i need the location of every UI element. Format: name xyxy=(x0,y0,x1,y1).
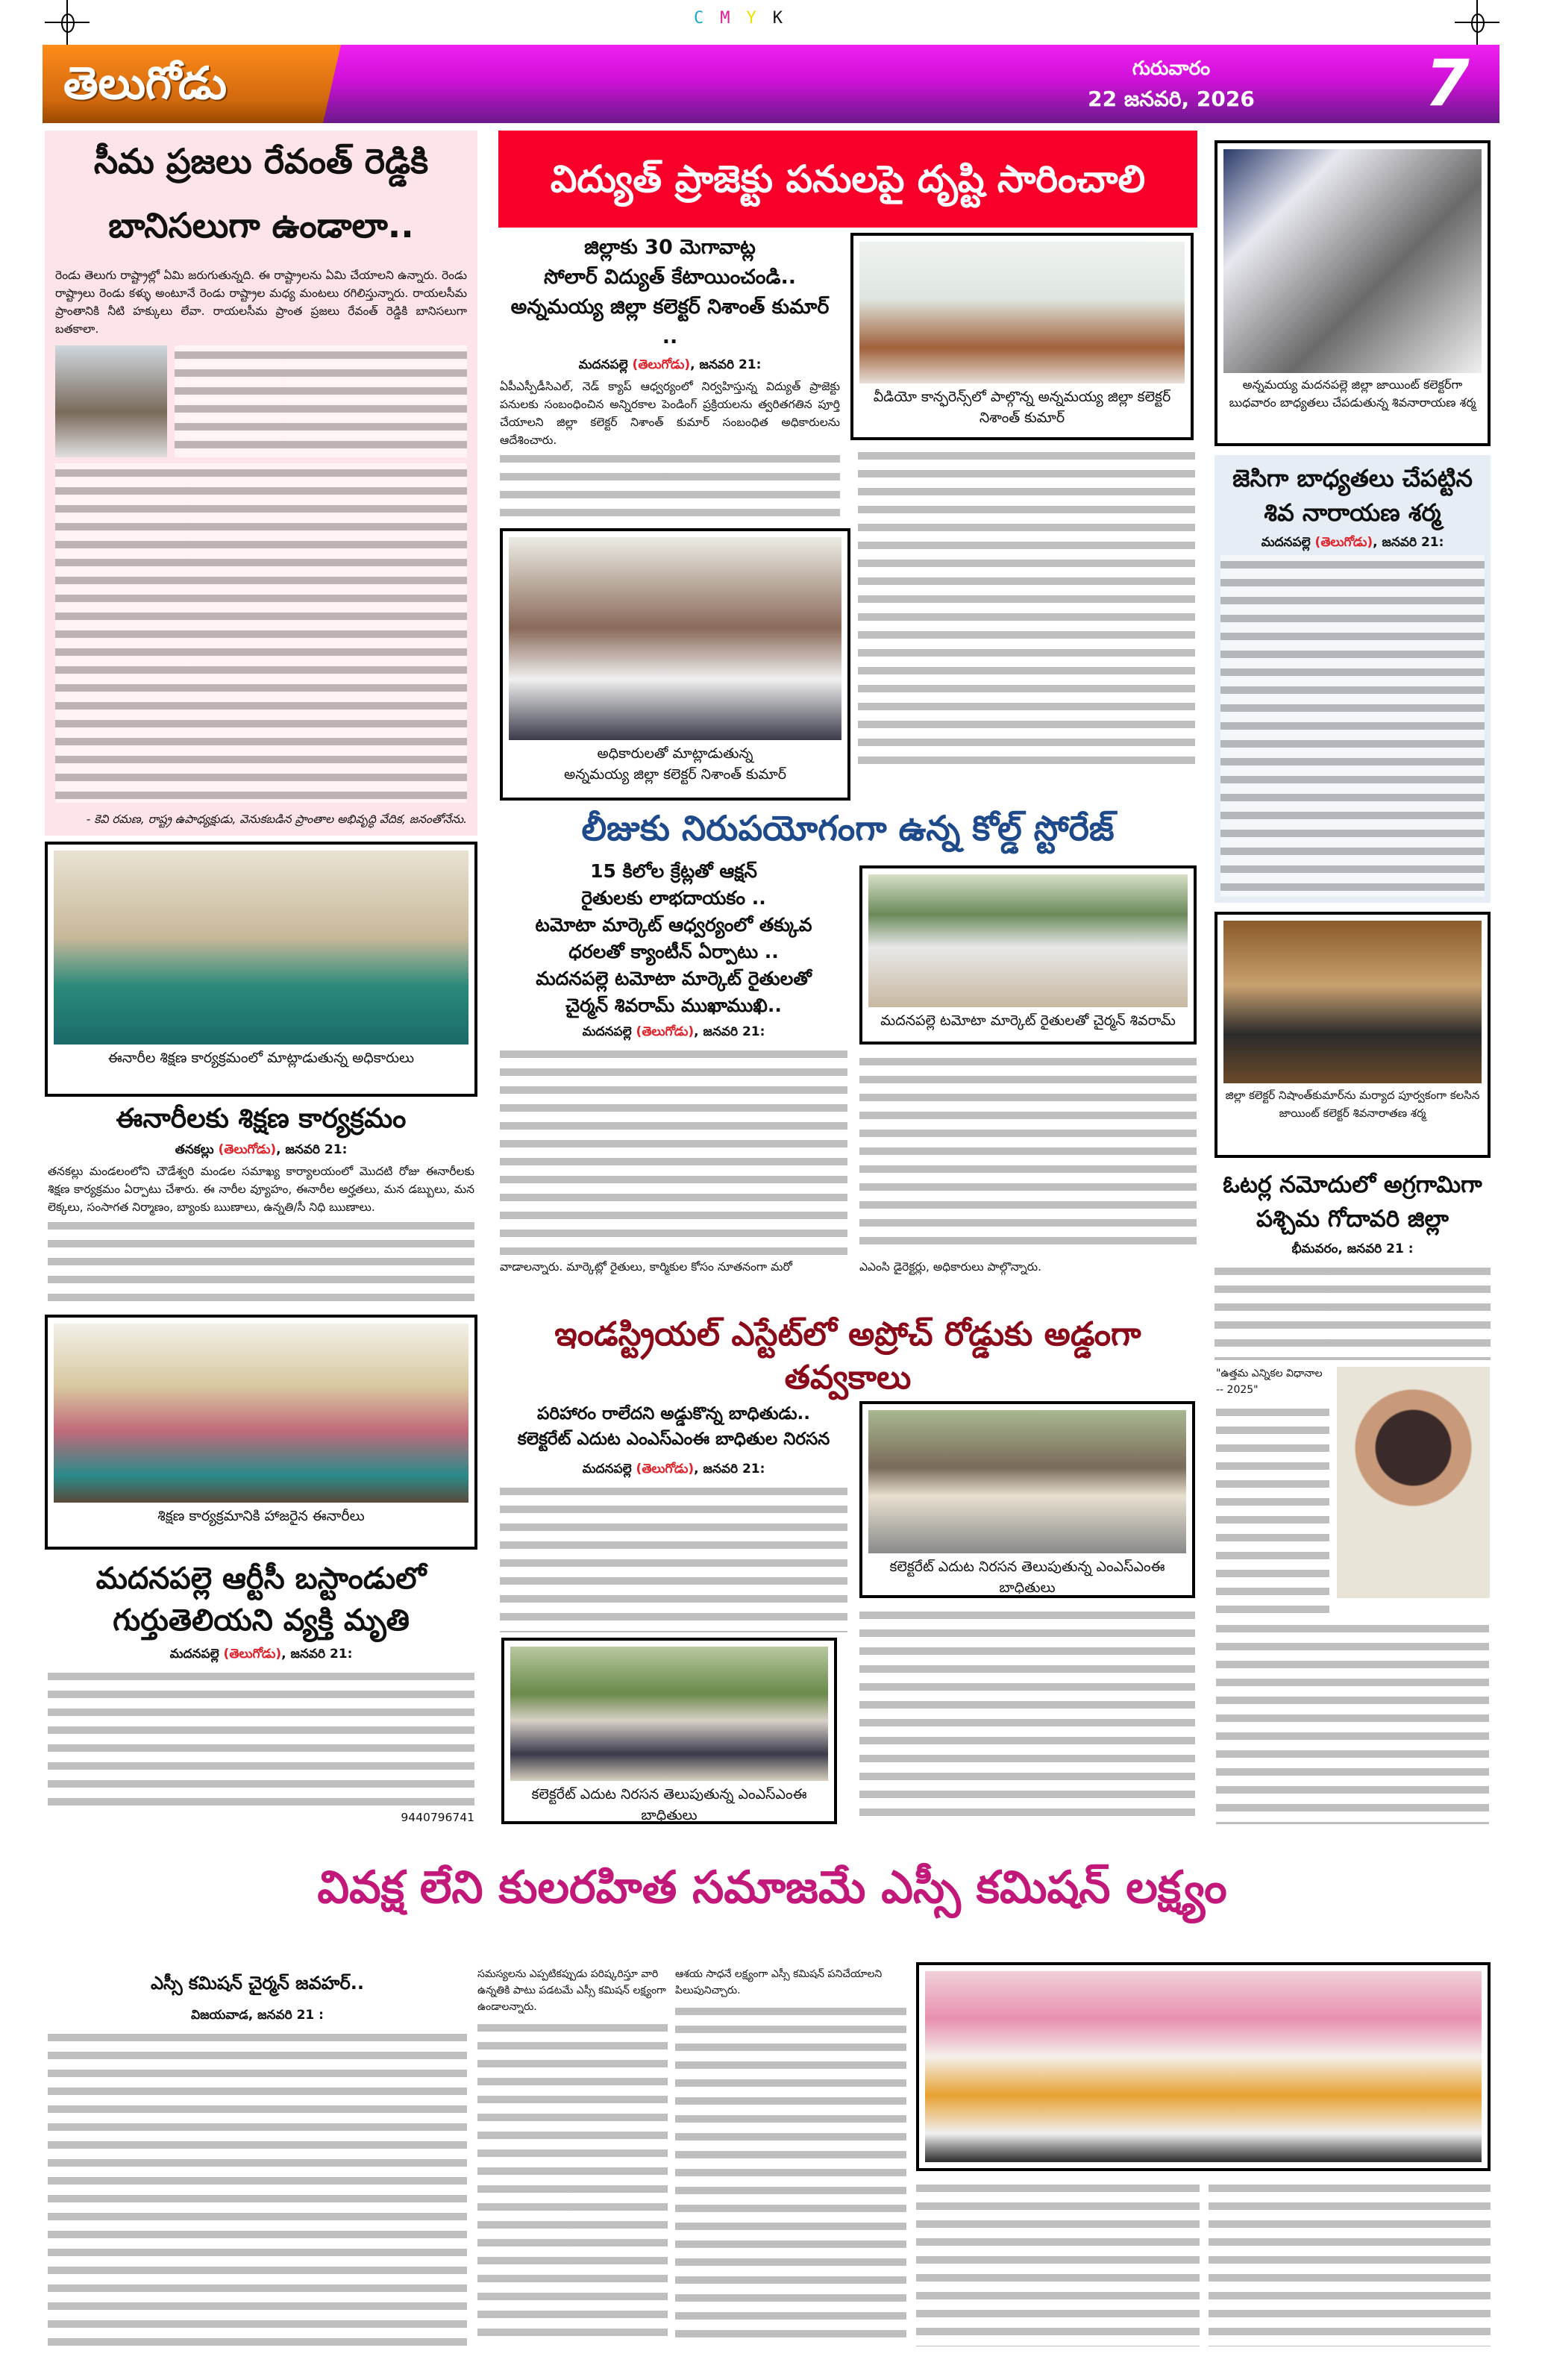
article-text xyxy=(1216,1403,1329,1615)
registration-mark-icon xyxy=(45,0,90,45)
headline: బానిసలుగా ఉండాలా.. xyxy=(108,205,414,245)
photo-collector-officials xyxy=(500,528,850,801)
subheadline: పరిహారం రాలేదని అడ్డుకొన్న బాధితుడు.. కలెక్టరేట్ ఎదుట ఎంఎస్ఎంఈ బాధితుల నిరసన xyxy=(517,1404,830,1449)
photo-caption: అధికారులతో మాట్లాడుతున్న అన్నమయ్య జిల్లా కలెక్టర్ నిశాంత్ కుమార్ xyxy=(564,745,786,783)
dateline: మదనపల్లె (తెలుగోడు), జనవరి 21: xyxy=(169,1647,353,1662)
headline: ఇండస్ట్రియల్ ఎస్టేట్‌లో అప్రోచ్ రోడ్డుకు అడ్డంగా తవ్వకాలు xyxy=(554,1315,1141,1397)
cold-storage-article-right xyxy=(859,1052,1197,1276)
masthead-date: 22 జనవరి, 2026 xyxy=(1088,86,1255,111)
page-number: 7 xyxy=(1425,46,1470,121)
photo-enaari-attendees xyxy=(45,1315,477,1550)
busstand-article xyxy=(45,1558,477,1826)
photo-caption: కలెక్టరేట్ ఎదుట నిరసన తెలుపుతున్న ఎంఎస్ఎంఈ బాధితులు xyxy=(531,1786,807,1823)
enaari-article xyxy=(45,1101,477,1310)
quote: "ఉత్తమ ఎన్నికల విధానాల -- 2025" xyxy=(1216,1368,1323,1396)
dateline: మదనపల్లె (తెలుగోడు), జనవరి 21: xyxy=(582,1462,765,1476)
article-text xyxy=(48,1216,474,1310)
photo-jc-meets-collector xyxy=(1215,912,1491,1158)
photo-caption: ఈనారీల శిక్షణ కార్యక్రమంలో మాట్లాడుతున్న అధికారులు xyxy=(107,1050,415,1066)
voters-article xyxy=(1215,1168,1491,1360)
article-text xyxy=(500,1482,847,1632)
article-body: తనకల్లు మండలంలోని చౌడేశ్వరి మండల సమాఖ్య కార్యాలయంలో మొదటి రోజు ఈనారీలకు శిక్షణ కార్యక్రమం ఏర్పాటు చేశారు. ఈ నారీల వ్యూహం, ఈనారీల అర్హతలు, మన డబ్బులు, మన లెక్కలు, సంసాగత నిర్మాణం, బ్యాంకు ఋణాలు, ఉన్నతి/సీ నిధి ఋణాలు. xyxy=(48,1165,474,1214)
photo-enaari-officials xyxy=(45,842,477,1097)
article-body: సమస్యలను ఎప్పటికప్పుడు పరిష్కరిస్తూ వారి ఉన్నతికి పాటు పడటమే ఎస్సీ కమిషన్ లక్ష్యంగా ఉండాలన్నారు. xyxy=(477,1968,666,2013)
article-body: రెండు తెలుగు రాష్ట్రాల్లో ఏమి జరుగుతున్నది. ఈ రాష్ట్రాలను ఏమి చేయాలని ఉన్నారు. రెండు రాష్ట్రాలు రెండు కళ్ళు అంటూనే రెండు రాష్ట్రాల మధ్య మంటలు రగిలిస్తున్నారు. రాయలసీమ ప్రాంతానికి నీటి హక్కులు లేవా. రాయలసీమ ప్రాంత ప్రజలు రేవంత్ రెడ్డికి బానిసలుగా బతకాలా. xyxy=(55,269,467,336)
industrial-article xyxy=(498,1401,849,1632)
headline: జెసిగా బాధ్యతలు చేపట్టిన శివ నారాయణ శర్మ xyxy=(1232,464,1473,527)
photo-sc-commission-event xyxy=(916,1962,1491,2171)
dateline: మదనపల్లె (తెలుగోడు), జనవరి 21: xyxy=(578,357,762,372)
dateline: భీమవరం, జనవరి 21 : xyxy=(1291,1241,1414,1256)
masthead-day: గురువారం xyxy=(1132,57,1211,80)
article-text xyxy=(500,449,840,524)
subheadline: జిల్లాకు 30 మెగావాట్ల సోలార్ విద్యుత్ కేటాయించండి.. అన్నమయ్య జిల్లా కలెక్టర్ నిశాంత్ కుమార్ .. xyxy=(510,236,830,348)
photo-caption: అన్నమయ్య మదనపల్లె జిల్లా జాయింట్ కలెక్టర్‌గా బుధవారం బాధ్యతలు చేపడుతున్న శివనారాయణ శర్మ xyxy=(1229,378,1476,410)
dateline: విజయవాడ, జనవరి 21 : xyxy=(191,2008,324,2023)
article-text xyxy=(1209,2179,1491,2346)
headline: విద్యుత్ ప్రాజెక్టు పనులపై దృష్టి సారించాలి xyxy=(550,157,1146,201)
article-body: ఏపీఎస్పీడీసిఎల్, నెడ్ క్యాప్ ఆధ్వర్యంలో నిర్వహిస్తున్న విద్యుత్ ప్రాజెక్టు పనులకు సంబంధించిన అన్నిరకాల పెండింగ్ ప్రక్రియలను త్వరితగతిన పూర్తి చేయాలని జిల్లా కలెక్టర్ నిశాంత్ కుమార్ సంబంధిత అధికారులను ఆదేశించారు. xyxy=(500,380,840,447)
sc-article-col3 xyxy=(675,1966,906,2346)
article-body: ఆశయ సాధనే లక్ష్యంగా ఎస్సీ కమిషన్ పనిచేయాలని పిలుపునిచ్చారు. xyxy=(675,1968,883,1997)
article-text xyxy=(175,345,467,457)
headline: సీమ ప్రజలు రేవంత్ రెడ్డికి xyxy=(93,141,429,181)
photo-video-conference xyxy=(850,233,1194,440)
photo-msme-protest-2 xyxy=(501,1638,837,1824)
article-text xyxy=(477,2018,668,2346)
dateline: తనకల్లు (తెలుగోడు), జనవరి 21: xyxy=(175,1142,348,1157)
article-text xyxy=(859,1052,1197,1255)
article-text xyxy=(1220,555,1485,897)
logo: తెలుగోడు xyxy=(63,57,227,110)
headline: ఈనారీలకు శిక్షణ కార్యక్రమం xyxy=(116,1103,407,1134)
headline: లీజుకు నిరుపయోగంగా ఉన్న కోల్డ్ స్టోరేజ్ xyxy=(581,808,1115,848)
dateline: మదనపల్లె (తెలుగోడు), జనవరి 21: xyxy=(1261,535,1444,550)
cold-storage-article xyxy=(498,858,849,1276)
headline: వివక్ష లేని కులరహిత సమాజమే ఎస్సీ కమిషన్ లక్ష్యం xyxy=(317,1861,1227,1914)
cmyk-marks: CMYK xyxy=(694,9,799,28)
article-body: ఎఎంసి డైరెక్టర్లు, అధికారులు పాల్గొన్నారు. xyxy=(859,1260,1042,1274)
article-text xyxy=(55,463,467,803)
headline: మదనపల్లె ఆర్టీసీ బస్టాండులో గుర్తుతెలియని వ్యక్తి మృతి xyxy=(95,1562,427,1638)
power-article xyxy=(498,233,841,524)
sc-article-col2 xyxy=(477,1966,668,2346)
photo-official-woman xyxy=(1337,1367,1490,1598)
headline-banner xyxy=(498,131,1197,228)
article-text xyxy=(1216,1619,1489,1824)
signature: - కెవి రమణ, రాష్ట్ర ఉపాధ్యక్షుడు, వెనుకబడిన ప్రాంతాల అభివృద్ధి వేదిక, జనంతోనేను. xyxy=(86,812,467,826)
headline: ఓటర్ల నమోదులో అగ్రగామిగా పశ్చిమ గోదావరి జిల్లా xyxy=(1223,1171,1482,1233)
sc-article-col1 xyxy=(45,1970,470,2346)
photo-msme-protest xyxy=(859,1401,1195,1598)
photo-caption: జిల్లా కలెక్టర్ నిషాంత్‌కుమార్‌ను మర్యాద పూర్వకంగా కలసిన జాయింట్ కలెక్టర్ శివనారాతణ శర్మ xyxy=(1225,1089,1480,1120)
article-text xyxy=(916,2179,1200,2346)
article-body: వాడాలన్నారు. మార్కెట్లో రైతులు, కార్మికుల కోసం నూతనంగా మరో xyxy=(500,1260,792,1274)
article-text xyxy=(500,1045,847,1255)
photo-caption: శిక్షణ కార్యక్రమానికి హాజరైన ఈనారీలు xyxy=(157,1508,365,1524)
author-photo xyxy=(55,345,167,457)
photo-caption: కలెక్టరేట్ ఎదుట నిరసన తెలుపుతున్న ఎంఎస్ఎంఈ బాధితులు xyxy=(889,1559,1165,1596)
article-text xyxy=(675,2002,906,2346)
photo-caption: మదనపల్లె టమోటా మార్కెట్ రైతులతో చైర్మన్ శివరామ్ xyxy=(880,1012,1176,1029)
photo-jc-taking-charge xyxy=(1215,140,1491,446)
photo-caption: వీడియో కాన్ఫరెన్స్‌లో పాల్గొన్న అన్నమయ్య జిల్లా కలెక్టర్ నిశాంత్ కుమార్ xyxy=(873,389,1171,426)
article-text xyxy=(858,446,1195,768)
dateline: మదనపల్లె (తెలుగోడు), జనవరి 21: xyxy=(582,1024,765,1039)
photo-tomato-market xyxy=(859,865,1197,1045)
registration-mark-icon xyxy=(1455,0,1499,45)
article-text xyxy=(48,1667,474,1809)
article-text xyxy=(48,2028,467,2346)
jc-article xyxy=(1215,455,1491,903)
masthead-dateline xyxy=(1059,45,1283,123)
subheadline: 15 కిలోల క్రేట్లతో ఆక్షన్ రైతులకు లాభదాయకం .. టమోటా మార్కెట్ ఆధ్వర్యంలో తక్కువ ధరలతో క్యాంటీన్ ఏర్పాటు .. మదనపల్లె టమోటా మార్కెట్ రైతులతో చైర్మన్ శివరామ్ ముఖాముఖి.. xyxy=(535,860,812,1016)
voters-article-side xyxy=(1216,1365,1329,1615)
article-text xyxy=(859,1606,1195,1822)
subheadline: ఎస్సీ కమిషన్ చైర్మన్ జవహర్.. xyxy=(150,1973,365,1994)
article-text xyxy=(1215,1262,1491,1360)
seema-article xyxy=(45,131,477,836)
phone-number: 9440796741 xyxy=(401,1811,474,1824)
